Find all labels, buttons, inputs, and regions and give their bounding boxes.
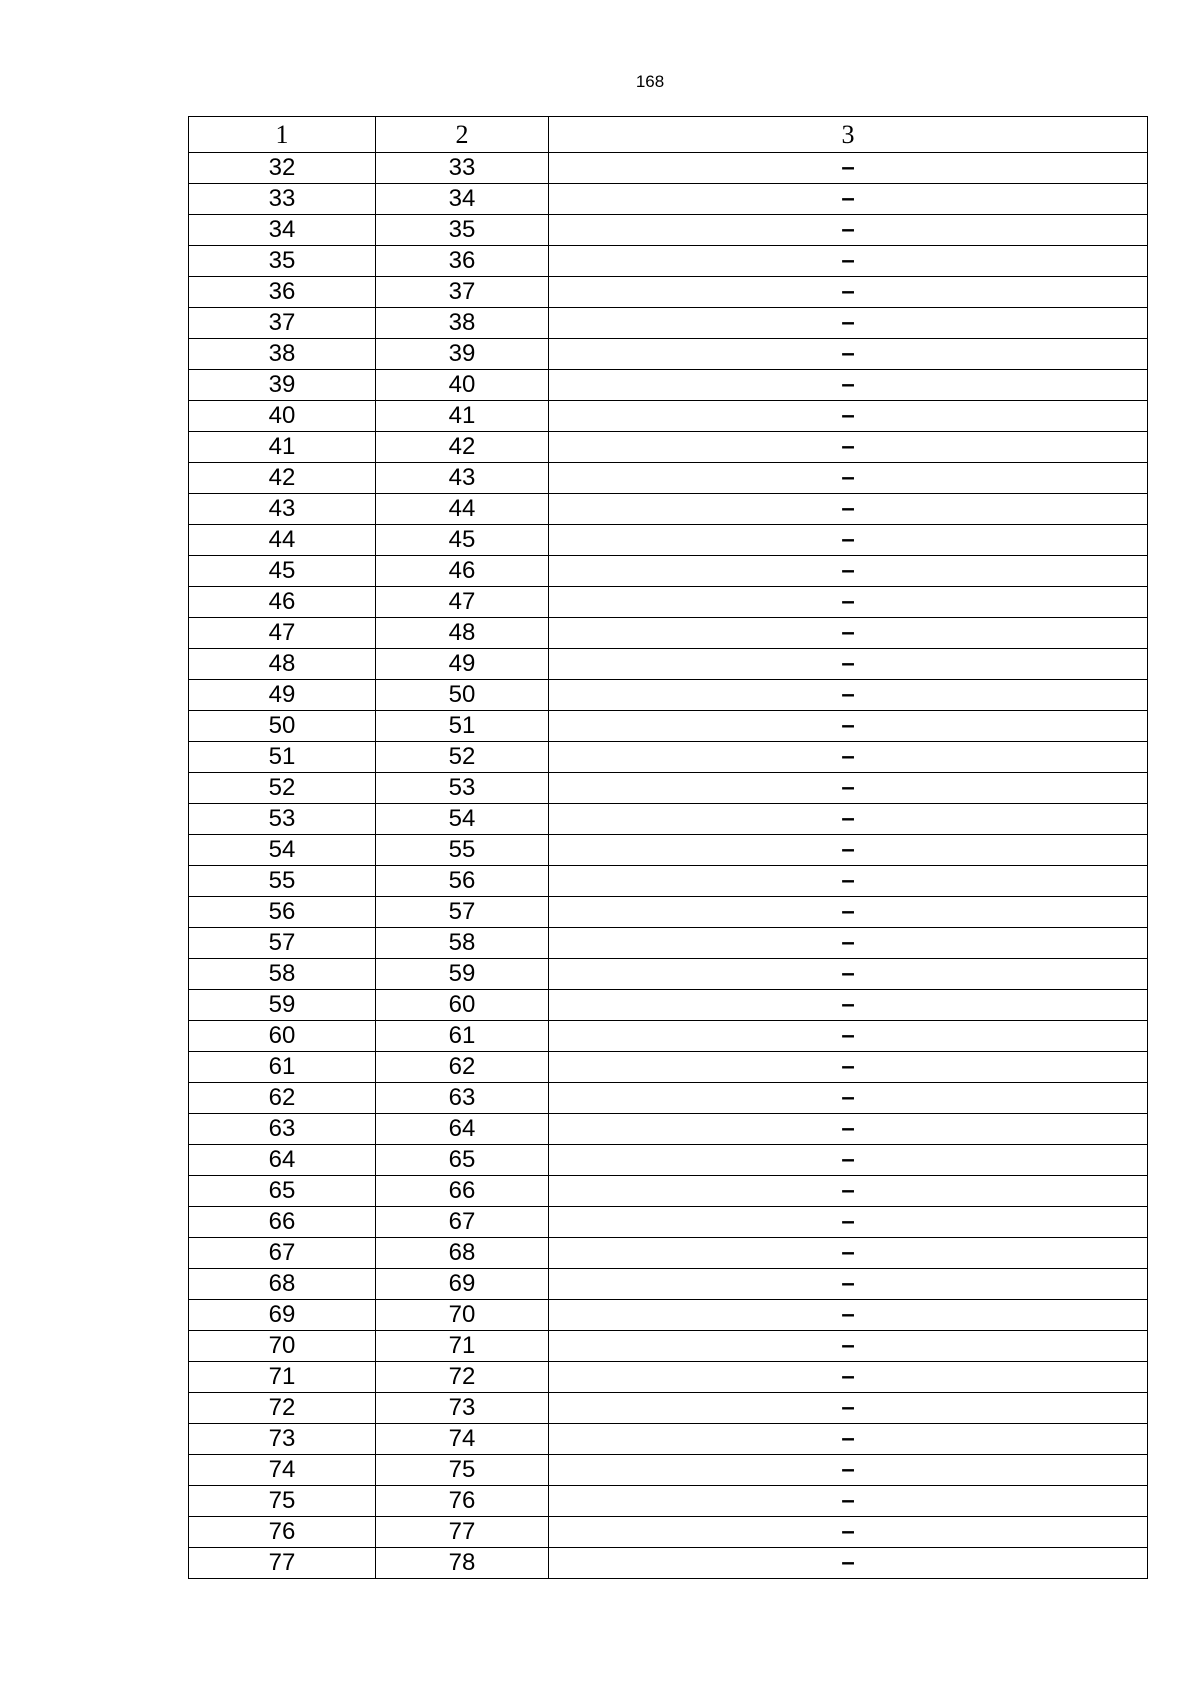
table-row (189, 897, 1148, 928)
table-cell-col2: 55 (376, 835, 549, 866)
table-row (189, 618, 1148, 649)
data-table (188, 116, 1148, 1579)
dash-mark: – (841, 1332, 855, 1359)
table-cell-col2: 41 (376, 401, 549, 432)
table-cell-col1: 42 (189, 463, 376, 494)
table-cell-col3 (549, 525, 1148, 556)
table-row (189, 556, 1148, 587)
table-cell-col1: 62 (189, 1083, 376, 1114)
table-cell-col3 (549, 804, 1148, 835)
table-cell-col2: 37 (376, 277, 549, 308)
dash-mark: – (841, 960, 855, 987)
dash-mark: – (841, 495, 855, 522)
dash-mark: – (841, 650, 855, 677)
table-row (189, 1207, 1148, 1238)
dash-mark: – (841, 1549, 855, 1576)
table-cell-col2: 75 (376, 1455, 549, 1486)
table-cell-col1: 32 (189, 153, 376, 184)
table-cell-col3 (549, 401, 1148, 432)
table-row (189, 711, 1148, 742)
table-cell-col2: 42 (376, 432, 549, 463)
table-cell-col1: 67 (189, 1238, 376, 1269)
table-cell-col1: 72 (189, 1393, 376, 1424)
table-cell-col2: 47 (376, 587, 549, 618)
table-cell-col2: 76 (376, 1486, 549, 1517)
table-cell-col2: 65 (376, 1145, 549, 1176)
table-cell-col2: 69 (376, 1269, 549, 1300)
table-cell-col1: 46 (189, 587, 376, 618)
dash-mark: – (841, 1239, 855, 1266)
dash-mark: – (841, 1487, 855, 1514)
table-row (189, 1362, 1148, 1393)
table-cell-col2: 71 (376, 1331, 549, 1362)
table-cell-col1: 63 (189, 1114, 376, 1145)
table-cell-col3 (549, 1021, 1148, 1052)
table-cell-col3 (549, 742, 1148, 773)
table-cell-col3 (549, 370, 1148, 401)
table-row (189, 1021, 1148, 1052)
column-header-1: 1 (189, 117, 376, 153)
table-cell-col2: 36 (376, 246, 549, 277)
table-cell-col2: 53 (376, 773, 549, 804)
table-cell-col2: 70 (376, 1300, 549, 1331)
table-header (189, 117, 1148, 153)
table-row (189, 1331, 1148, 1362)
table-row (189, 835, 1148, 866)
table-cell-col2: 78 (376, 1548, 549, 1579)
table-cell-col2: 50 (376, 680, 549, 711)
table-cell-col1: 52 (189, 773, 376, 804)
table-cell-col3 (549, 1362, 1148, 1393)
table-cell-col2: 58 (376, 928, 549, 959)
table-cell-col2: 33 (376, 153, 549, 184)
table-cell-col1: 60 (189, 1021, 376, 1052)
table-cell-col1: 76 (189, 1517, 376, 1548)
table-cell-col2: 46 (376, 556, 549, 587)
table-cell-col3 (549, 1052, 1148, 1083)
table-cell-col3 (549, 1145, 1148, 1176)
table-row (189, 804, 1148, 835)
table-row (189, 1176, 1148, 1207)
table-cell-col3 (549, 153, 1148, 184)
table-row (189, 742, 1148, 773)
table-cell-col1: 47 (189, 618, 376, 649)
table-cell-col2: 39 (376, 339, 549, 370)
table-cell-col3 (549, 649, 1148, 680)
table-cell-col3 (549, 277, 1148, 308)
table-cell-col2: 54 (376, 804, 549, 835)
dash-mark: – (841, 247, 855, 274)
table-cell-col1: 61 (189, 1052, 376, 1083)
table-cell-col1: 74 (189, 1455, 376, 1486)
table-cell-col2: 49 (376, 649, 549, 680)
table-cell-col1: 69 (189, 1300, 376, 1331)
dash-mark: – (841, 154, 855, 181)
table-row (189, 649, 1148, 680)
table-cell-col1: 73 (189, 1424, 376, 1455)
dash-mark: – (841, 340, 855, 367)
table-cell-col1: 77 (189, 1548, 376, 1579)
table-cell-col1: 56 (189, 897, 376, 928)
table-row (189, 928, 1148, 959)
table-row (189, 1269, 1148, 1300)
table-row (189, 1300, 1148, 1331)
dash-mark: – (841, 588, 855, 615)
table-row (189, 1393, 1148, 1424)
table-cell-col1: 43 (189, 494, 376, 525)
table-cell-col1: 53 (189, 804, 376, 835)
table-cell-col1: 33 (189, 184, 376, 215)
table-row (189, 1238, 1148, 1269)
table-cell-col3 (549, 1517, 1148, 1548)
table-cell-col1: 51 (189, 742, 376, 773)
table-header-row (189, 117, 1148, 153)
table-row (189, 1517, 1148, 1548)
table-row (189, 463, 1148, 494)
table-cell-col2: 52 (376, 742, 549, 773)
table-cell-col1: 39 (189, 370, 376, 401)
table-row (189, 680, 1148, 711)
table-row (189, 308, 1148, 339)
table-cell-col2: 64 (376, 1114, 549, 1145)
table-cell-col3 (549, 897, 1148, 928)
table-cell-col3 (549, 1114, 1148, 1145)
dash-mark: – (841, 1301, 855, 1328)
table-cell-col3 (549, 928, 1148, 959)
table-cell-col1: 36 (189, 277, 376, 308)
table-cell-col3 (549, 711, 1148, 742)
dash-mark: – (841, 991, 855, 1018)
table-cell-col3 (549, 587, 1148, 618)
table-cell-col1: 58 (189, 959, 376, 990)
table-cell-col2: 40 (376, 370, 549, 401)
table-cell-col1: 40 (189, 401, 376, 432)
table-cell-col3 (549, 959, 1148, 990)
table-cell-col3 (549, 215, 1148, 246)
dash-mark: – (841, 712, 855, 739)
table-cell-col3 (549, 432, 1148, 463)
dash-mark: – (841, 526, 855, 553)
table-row (189, 866, 1148, 897)
dash-mark: – (841, 867, 855, 894)
table-row (189, 246, 1148, 277)
table-cell-col3 (549, 1548, 1148, 1579)
dash-mark: – (841, 1022, 855, 1049)
table-cell-col3 (549, 1300, 1148, 1331)
dash-mark: – (841, 1208, 855, 1235)
table-row (189, 773, 1148, 804)
table-row (189, 1145, 1148, 1176)
table-cell-col2: 60 (376, 990, 549, 1021)
table-cell-col3 (549, 773, 1148, 804)
dash-mark: – (841, 1270, 855, 1297)
table-cell-col3 (549, 184, 1148, 215)
table-cell-col2: 48 (376, 618, 549, 649)
table-cell-col1: 66 (189, 1207, 376, 1238)
table-cell-col3 (549, 339, 1148, 370)
table-cell-col3 (549, 1269, 1148, 1300)
table-cell-col1: 57 (189, 928, 376, 959)
table-row (189, 1114, 1148, 1145)
dash-mark: – (841, 1363, 855, 1390)
dash-mark: – (841, 774, 855, 801)
column-header-3: 3 (549, 117, 1148, 153)
table-cell-col1: 70 (189, 1331, 376, 1362)
table-cell-col3 (549, 680, 1148, 711)
table-row (189, 184, 1148, 215)
table-cell-col3 (549, 463, 1148, 494)
table-cell-col2: 68 (376, 1238, 549, 1269)
table-cell-col2: 77 (376, 1517, 549, 1548)
table-row (189, 370, 1148, 401)
dash-mark: – (841, 805, 855, 832)
table-body (189, 153, 1148, 1579)
dash-mark: – (841, 464, 855, 491)
table-cell-col3 (549, 1486, 1148, 1517)
table-cell-col1: 50 (189, 711, 376, 742)
dash-mark: – (841, 402, 855, 429)
table-cell-col2: 73 (376, 1393, 549, 1424)
table-cell-col1: 35 (189, 246, 376, 277)
dash-mark: – (841, 619, 855, 646)
table-cell-col3 (549, 556, 1148, 587)
table-cell-col2: 43 (376, 463, 549, 494)
dash-mark: – (841, 1177, 855, 1204)
table-cell-col2: 57 (376, 897, 549, 928)
table-row (189, 1424, 1148, 1455)
table-cell-col2: 56 (376, 866, 549, 897)
table-row (189, 339, 1148, 370)
table-cell-col1: 41 (189, 432, 376, 463)
table-row (189, 959, 1148, 990)
table-cell-col3 (549, 1331, 1148, 1362)
table-cell-col1: 49 (189, 680, 376, 711)
table-cell-col3 (549, 866, 1148, 897)
table-row (189, 401, 1148, 432)
dash-mark: – (841, 1456, 855, 1483)
table-cell-col2: 72 (376, 1362, 549, 1393)
table-cell-col3 (549, 1455, 1148, 1486)
table-cell-col1: 54 (189, 835, 376, 866)
table-cell-col3 (549, 1238, 1148, 1269)
table-cell-col2: 44 (376, 494, 549, 525)
table-cell-col1: 71 (189, 1362, 376, 1393)
table-cell-col1: 55 (189, 866, 376, 897)
page-number: 168 (635, 72, 665, 91)
table-cell-col3 (549, 246, 1148, 277)
dash-mark: – (841, 216, 855, 243)
table-cell-col2: 35 (376, 215, 549, 246)
table-cell-col1: 75 (189, 1486, 376, 1517)
dash-mark: – (841, 1146, 855, 1173)
table-cell-col2: 66 (376, 1176, 549, 1207)
table-cell-col3 (549, 1207, 1148, 1238)
table-row (189, 153, 1148, 184)
dash-mark: – (841, 1394, 855, 1421)
table-cell-col1: 38 (189, 339, 376, 370)
column-header-2: 2 (376, 117, 549, 153)
dash-mark: – (841, 185, 855, 212)
table-cell-col1: 37 (189, 308, 376, 339)
table-cell-col2: 61 (376, 1021, 549, 1052)
dash-mark: – (841, 836, 855, 863)
table-row (189, 1083, 1148, 1114)
dash-mark: – (841, 681, 855, 708)
dash-mark: – (841, 278, 855, 305)
table-row (189, 990, 1148, 1021)
table-cell-col3 (549, 618, 1148, 649)
table-row (189, 525, 1148, 556)
table-cell-col1: 48 (189, 649, 376, 680)
table-cell-col1: 59 (189, 990, 376, 1021)
table-cell-col3 (549, 1424, 1148, 1455)
table-cell-col2: 63 (376, 1083, 549, 1114)
table-cell-col1: 44 (189, 525, 376, 556)
dash-mark: – (841, 1053, 855, 1080)
table-row (189, 494, 1148, 525)
table-cell-col3 (549, 1176, 1148, 1207)
dash-mark: – (841, 433, 855, 460)
table-cell-col3 (549, 494, 1148, 525)
table-cell-col2: 62 (376, 1052, 549, 1083)
dash-mark: – (841, 743, 855, 770)
table-row (189, 1052, 1148, 1083)
table-row (189, 277, 1148, 308)
table-row (189, 587, 1148, 618)
table-row (189, 215, 1148, 246)
table-cell-col2: 34 (376, 184, 549, 215)
table-cell-col2: 45 (376, 525, 549, 556)
table-cell-col2: 67 (376, 1207, 549, 1238)
table-cell-col2: 74 (376, 1424, 549, 1455)
dash-mark: – (841, 929, 855, 956)
table-cell-col3 (549, 1083, 1148, 1114)
table-cell-col3 (549, 835, 1148, 866)
dash-mark: – (841, 898, 855, 925)
dash-mark: – (841, 557, 855, 584)
table-cell-col1: 45 (189, 556, 376, 587)
table-row (189, 1548, 1148, 1579)
table-cell-col1: 65 (189, 1176, 376, 1207)
table-cell-col2: 59 (376, 959, 549, 990)
table-row (189, 1486, 1148, 1517)
table-cell-col1: 34 (189, 215, 376, 246)
table-cell-col2: 38 (376, 308, 549, 339)
table-cell-col1: 68 (189, 1269, 376, 1300)
table-cell-col3 (549, 1393, 1148, 1424)
table-cell-col3 (549, 308, 1148, 339)
dash-mark: – (841, 1425, 855, 1452)
table-cell-col1: 64 (189, 1145, 376, 1176)
dash-mark: – (841, 371, 855, 398)
dash-mark: – (841, 1518, 855, 1545)
table-cell-col3 (549, 990, 1148, 1021)
dash-mark: – (841, 1084, 855, 1111)
table-row (189, 432, 1148, 463)
dash-mark: – (841, 1115, 855, 1142)
dash-mark: – (841, 309, 855, 336)
table-cell-col2: 51 (376, 711, 549, 742)
table-row (189, 1455, 1148, 1486)
